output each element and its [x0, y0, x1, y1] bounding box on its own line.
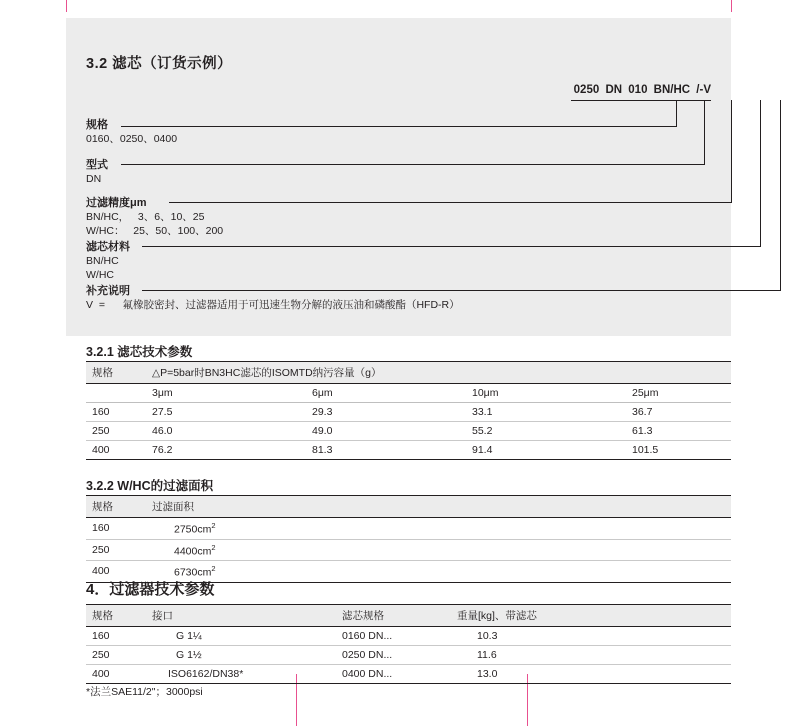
table-row: [86, 518, 731, 540]
cell-area-exponent: 2: [211, 521, 216, 530]
cell-area-value: 6730cm: [174, 566, 212, 579]
cell-size: 250: [86, 646, 146, 665]
cell-10um: 33.1: [466, 403, 626, 422]
cell-element: 0250 DN...: [336, 646, 451, 665]
cell-port: G 1¼: [146, 627, 336, 646]
cell-6um: 81.3: [306, 441, 466, 460]
table-filter-element-specs: [86, 361, 731, 460]
cell-size: 400: [86, 441, 146, 460]
cell-area-exponent: 2: [211, 564, 216, 573]
legend-type: [86, 158, 108, 186]
cell-weight: 13.0: [451, 665, 731, 684]
leader-hline-3: [169, 202, 732, 203]
cell-size: 250: [86, 422, 146, 441]
legend-supplement: [86, 284, 460, 312]
cell-size: 400: [86, 561, 146, 583]
col-port: 接口: [146, 605, 336, 627]
subcol-25um: 25μm: [626, 384, 731, 403]
legend-rating: [86, 196, 223, 238]
cell-3um: 27.5: [146, 403, 306, 422]
cell-area-exponent: 2: [211, 542, 216, 552]
cell-6um: 29.3: [306, 403, 466, 422]
cell-area-value: 4400cm: [174, 545, 212, 557]
code-part-type: DN: [605, 84, 623, 96]
cell-10um: 55.2: [466, 422, 626, 441]
page-content: [66, 0, 731, 726]
section-4-footnote: *法兰SAE11/2"；3000psi: [86, 686, 203, 698]
cell-25um: 36.7: [626, 403, 731, 422]
table-subheader-row: [86, 384, 731, 403]
legend-size-line-1: 0160、0250、0400: [86, 133, 178, 145]
table-row: [86, 627, 731, 646]
legend-supplement-label: 补充说明: [86, 285, 130, 297]
cell-size: 400: [86, 665, 146, 684]
col-size: 规格: [86, 362, 146, 384]
code-part-material: BN/HC: [653, 84, 691, 96]
subcol-10um: 10μm: [466, 384, 626, 403]
legend-type-line-1: DN: [86, 173, 102, 185]
cell-area: [146, 539, 731, 561]
col-element: 滤芯规格: [336, 605, 451, 627]
table-row: [86, 539, 731, 561]
legend-size: [86, 118, 177, 146]
cell-port: ISO6162/DN38*: [146, 665, 336, 684]
legend-rating-line-2: W/HC： 25、50、100、200: [86, 225, 224, 237]
leader-vline-3: [731, 100, 732, 202]
legend-material-label: 滤芯材料: [86, 241, 130, 253]
leader-hline-1: [121, 126, 677, 127]
cell-port: G 1½: [146, 646, 336, 665]
subcol-blank: [86, 384, 146, 403]
ordering-code-string: [571, 84, 711, 96]
cell-weight: 11.6: [451, 646, 731, 665]
cell-element: 0400 DN...: [336, 665, 451, 684]
subcol-3um: 3μm: [146, 384, 306, 403]
leader-vline-4: [760, 100, 761, 246]
cell-size: 250: [86, 539, 146, 561]
section-32-title: 3.2 滤芯（订货示例）: [86, 56, 233, 72]
cell-3um: 46.0: [146, 422, 306, 441]
cell-3um: 76.2: [146, 441, 306, 460]
cell-element: 0160 DN...: [336, 627, 451, 646]
legend-rating-line-1: BN/HC， 3、6、10、25: [86, 211, 205, 223]
table-row: [86, 422, 731, 441]
leader-hline-4: [142, 246, 761, 247]
table-filter-area: [86, 495, 731, 583]
code-part-size: 0250: [573, 84, 600, 96]
leader-hline-2: [121, 164, 705, 165]
cell-25um: 61.3: [626, 422, 731, 441]
col-weight: 重量[kg]、带滤芯: [451, 605, 731, 627]
section-4-title: 4．过滤器技术参数: [86, 581, 215, 598]
code-underline: [571, 100, 711, 101]
cell-size: 160: [86, 403, 146, 422]
col-area: 过滤面积: [146, 496, 731, 518]
code-part-rating: 010: [628, 84, 648, 96]
cell-size: 160: [86, 627, 146, 646]
legend-rating-label: 过滤精度μm: [86, 197, 147, 209]
table-row: [86, 403, 731, 422]
legend-supplement-line-1: V = 氟橡胶密封、过滤器适用于可迅速生物分解的液压油和磷酸酯（HFD-R）: [86, 299, 460, 311]
legend-size-label: 规格: [86, 119, 108, 131]
col-size: 规格: [86, 605, 146, 627]
leader-vline-5: [780, 100, 781, 290]
cell-area: [146, 561, 731, 583]
table-row: [86, 646, 731, 665]
table-filter-specs: [86, 604, 731, 684]
table-row: [86, 441, 731, 460]
subcol-6um: 6μm: [306, 384, 466, 403]
cell-area: [146, 518, 731, 540]
legend-material-line-2: W/HC: [86, 269, 114, 281]
cell-weight: 10.3: [451, 627, 731, 646]
cell-area-value: 2750cm: [174, 523, 212, 536]
cell-10um: 91.4: [466, 441, 626, 460]
table-header-row: [86, 496, 731, 518]
legend-type-label: 型式: [86, 159, 108, 171]
crop-mark-top-right: [731, 0, 732, 12]
legend-material: [86, 240, 130, 282]
section-322-title: 3.2.2 W/HC的过滤面积: [86, 479, 214, 493]
table-header-row: [86, 605, 731, 627]
cell-6um: 49.0: [306, 422, 466, 441]
cell-size: 160: [86, 518, 146, 540]
leader-vline-2: [704, 100, 705, 164]
section-321-title: 3.2.1 滤芯技术参数: [86, 345, 193, 359]
table-row: [86, 665, 731, 684]
col-capacity: △P=5bar时BN3HC滤芯的ISOMTD纳污容量（g）: [146, 362, 731, 384]
leader-vline-1: [676, 100, 677, 126]
col-size: 规格: [86, 496, 146, 518]
cell-25um: 101.5: [626, 441, 731, 460]
ordering-code-panel: [66, 18, 731, 336]
code-part-suffix: /-V: [696, 84, 711, 96]
table-header-row: [86, 362, 731, 384]
legend-material-line-1: BN/HC: [86, 255, 119, 267]
